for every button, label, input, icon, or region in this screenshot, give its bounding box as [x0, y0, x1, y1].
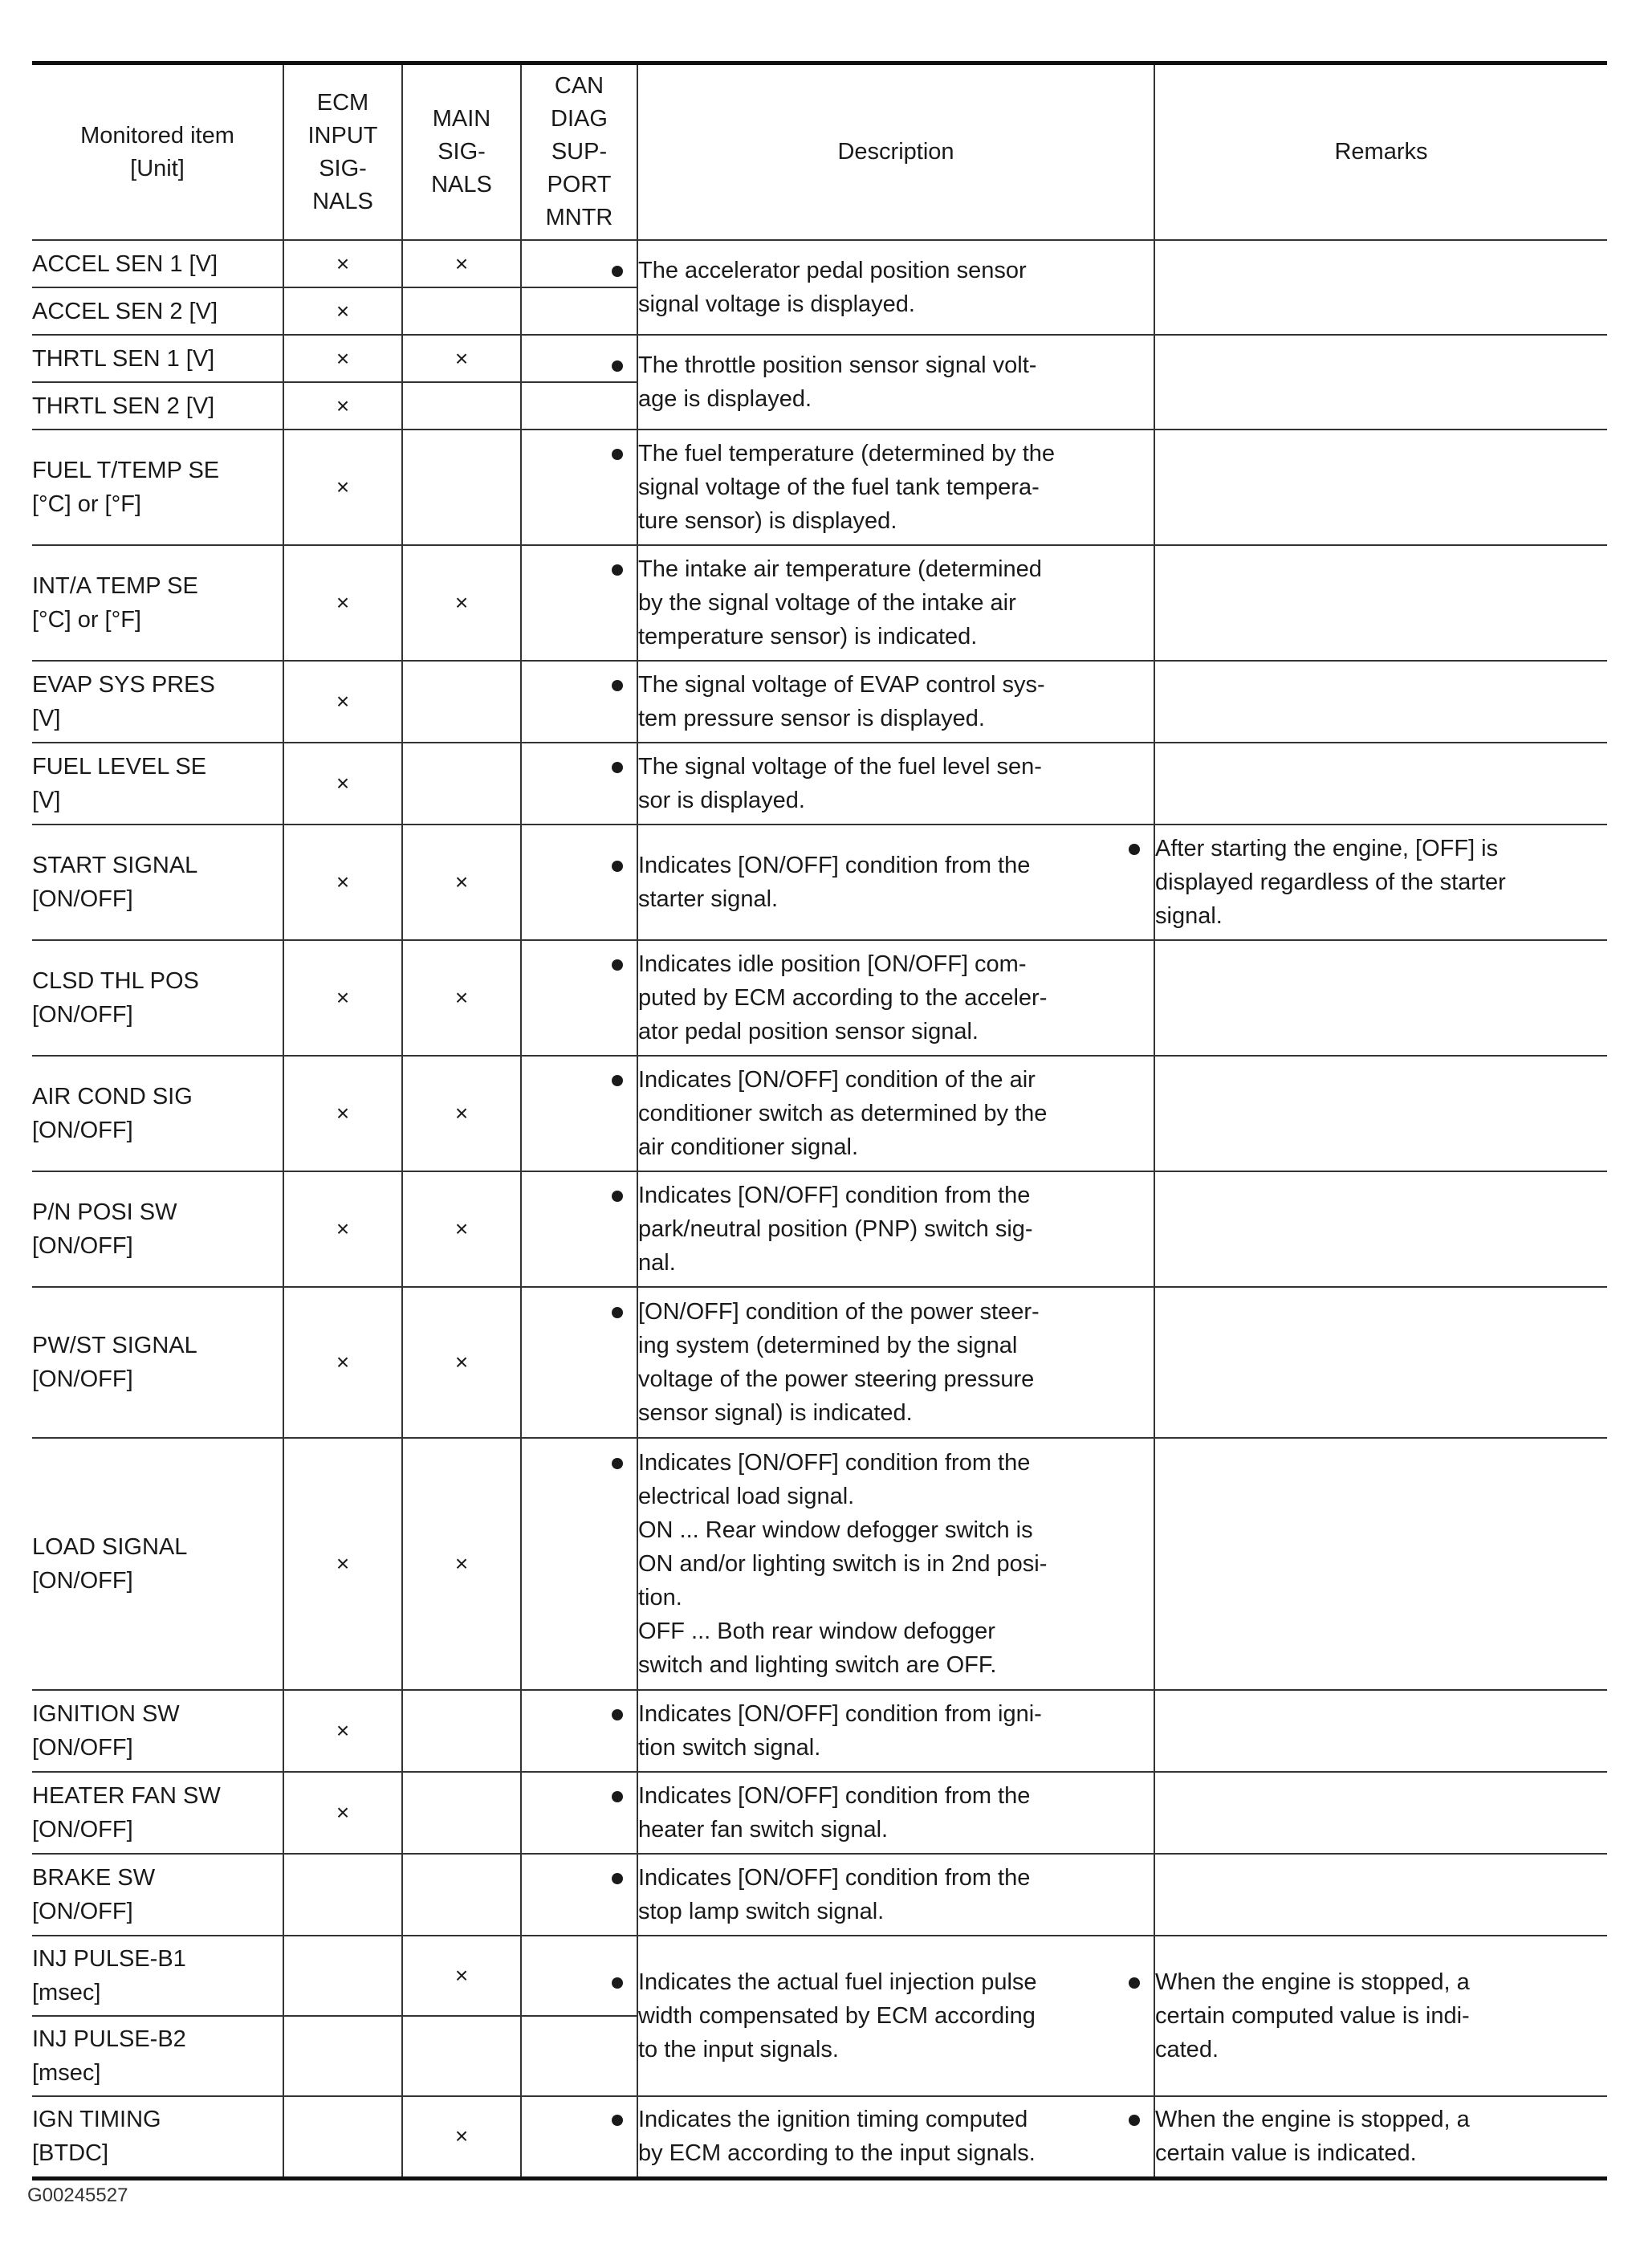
ecm-input-mark-cell [283, 940, 402, 1056]
text-line: IGNITION SW [32, 1701, 180, 1727]
remarks-cell [1154, 1171, 1607, 1287]
description-cell [637, 825, 1154, 940]
text-line: P/N POSI SW [32, 1199, 177, 1225]
can-diag-mark-cell [521, 1438, 637, 1690]
text-line: [V] [32, 788, 61, 813]
description-cell [637, 661, 1154, 743]
can-diag-mark-cell [521, 1056, 637, 1171]
ecm-input-mark-cell [283, 430, 402, 545]
check-mark: × [336, 474, 350, 499]
text-line: [ON/OFF] [32, 1899, 133, 1924]
bullet-item [638, 1697, 1154, 1765]
description-cell [637, 335, 1154, 430]
text-line: MNTR [545, 205, 613, 230]
remarks-cell [1154, 430, 1607, 545]
bullet-item [638, 750, 1154, 817]
text-line: [Unit] [130, 155, 185, 181]
remarks-cell [1154, 661, 1607, 743]
ecm-input-mark-cell [283, 825, 402, 940]
text-line: signal. [1155, 903, 1223, 929]
monitored-item-cell [32, 2016, 283, 2096]
text-line: ECM [316, 89, 369, 116]
table-row [32, 545, 1607, 661]
text-line: voltage of the power steering pressure [638, 1366, 1035, 1392]
remarks-cell [1154, 545, 1607, 661]
text-line: signal voltage is displayed. [638, 291, 915, 317]
ecm-input-mark-cell [283, 240, 402, 287]
remarks-cell [1154, 743, 1607, 825]
main-signal-mark-cell [402, 743, 521, 825]
text-line: nal. [638, 1250, 676, 1276]
text-line: THRTL SEN 1 [V] [32, 345, 215, 372]
monitored-item-cell [32, 240, 283, 287]
table-row [32, 240, 1607, 287]
table-body [32, 240, 1607, 2178]
text-line: PW/ST SIGNAL [32, 1333, 197, 1358]
text-line: The signal voltage of EVAP control sys- [638, 672, 1045, 698]
main-signal-mark-cell [402, 545, 521, 661]
text-line: cated. [1155, 2037, 1219, 2062]
text-line: tion. [638, 1585, 682, 1610]
monitored-item-cell [32, 1936, 283, 2016]
text-line: heater fan switch signal. [638, 1817, 889, 1842]
text-line: displayed regardless of the starter [1155, 869, 1506, 895]
ecm-input-mark-cell [283, 661, 402, 743]
monitored-item-cell [32, 1772, 283, 1854]
check-mark: × [336, 771, 350, 796]
text-line: Indicates idle position [ON/OFF] com- [638, 951, 1027, 977]
ecm-input-mark-cell [283, 1287, 402, 1438]
main-signal-mark-cell [402, 940, 521, 1056]
ecm-input-mark-cell [283, 1056, 402, 1171]
text-line: After starting the engine, [OFF] is [1155, 836, 1499, 861]
can-diag-mark-cell [521, 287, 637, 335]
table-row [32, 743, 1607, 825]
text-line: ON and/or lighting switch is in 2nd posi- [638, 1551, 1048, 1577]
text-line: EVAP SYS PRES [32, 672, 215, 698]
text-line: starter signal. [638, 886, 779, 912]
check-mark: × [454, 590, 469, 615]
bullet-item [638, 1861, 1154, 1928]
monitored-item-cell [32, 430, 283, 545]
main-signal-mark-cell [402, 1772, 521, 1854]
main-signal-mark-cell [402, 1854, 521, 1936]
text-line: certain value is indicated. [1155, 2140, 1417, 2167]
ecm-input-mark-cell [283, 1171, 402, 1287]
monitored-item-cell [32, 825, 283, 940]
text-line: switch and lighting switch are OFF. [638, 1652, 997, 1678]
check-mark: × [454, 2123, 469, 2149]
header-monitored-item [32, 63, 283, 241]
text-line: puted by ECM according to the acceler- [638, 985, 1048, 1011]
main-signal-mark-cell [402, 1690, 521, 1772]
description-cell [637, 2096, 1154, 2178]
bullet-item [638, 437, 1154, 538]
text-line: [ON/OFF] condition of the power steer- [638, 1299, 1040, 1325]
text-line: Indicates [ON/OFF] condition from the [638, 1865, 1031, 1891]
text-line: The accelerator pedal position sensor [638, 258, 1027, 283]
text-line: START SIGNAL [32, 853, 198, 878]
main-signal-mark-cell [402, 1171, 521, 1287]
description-cell [637, 1056, 1154, 1171]
remarks-cell [1154, 1056, 1607, 1171]
check-mark: × [336, 590, 350, 615]
header-remarks [1154, 63, 1607, 241]
ecm-input-mark-cell [283, 545, 402, 661]
monitored-item-cell [32, 1171, 283, 1287]
text-line: The signal voltage of the fuel level sen- [638, 754, 1042, 780]
text-line: age is displayed. [638, 386, 812, 412]
description-cell [637, 1936, 1154, 2096]
description-cell [637, 430, 1154, 545]
header-can-diag-support-mntr [521, 63, 637, 241]
description-cell [637, 1772, 1154, 1854]
text-line: sor is displayed. [638, 788, 805, 813]
check-mark: × [454, 250, 469, 276]
description-cell [637, 940, 1154, 1056]
text-line: ACCEL SEN 1 [V] [32, 250, 218, 277]
bullet-item [638, 1446, 1154, 1682]
text-line: [BTDC] [32, 2140, 109, 2167]
header-ecm-input-signals [283, 63, 402, 241]
can-diag-mark-cell [521, 430, 637, 545]
text-line: [msec] [32, 2060, 101, 2086]
text-line: tion switch signal. [638, 1735, 821, 1761]
text-line: HEATER FAN SW [32, 1783, 221, 1809]
table-row [32, 1056, 1607, 1171]
check-mark: × [336, 869, 350, 894]
table-row [32, 1690, 1607, 1772]
text-line: [ON/OFF] [32, 1735, 133, 1761]
text-line: Monitored item [80, 122, 234, 149]
monitored-item-cell [32, 1056, 283, 1171]
check-mark: × [336, 345, 350, 371]
text-line: BRAKE SW [32, 1865, 156, 1891]
check-mark: × [336, 1718, 350, 1743]
bullet-item [638, 254, 1154, 321]
main-signal-mark-cell [402, 240, 521, 287]
text-line: conditioner switch as determined by the [638, 1101, 1048, 1126]
can-diag-mark-cell [521, 1772, 637, 1854]
main-signal-mark-cell [402, 430, 521, 545]
main-signal-mark-cell [402, 335, 521, 382]
remarks-cell [1154, 1438, 1607, 1690]
header-description [637, 63, 1154, 241]
text-line: [V] [32, 706, 61, 731]
text-line: SUP- [551, 139, 608, 165]
ecm-input-mark-cell [283, 1936, 402, 2016]
text-line: ture sensor) is displayed. [638, 508, 897, 534]
text-line: When the engine is stopped, a [1155, 2107, 1470, 2133]
remarks-cell [1154, 1287, 1607, 1438]
figure-code: G00245527 [27, 2185, 128, 2206]
text-line: Indicates [ON/OFF] condition from the [638, 1783, 1031, 1809]
text-line: Description [837, 139, 954, 165]
ecm-input-mark-cell [283, 382, 402, 430]
check-mark: × [336, 298, 350, 324]
table-row [32, 825, 1607, 940]
text-line: Remarks [1334, 139, 1428, 165]
description-cell [637, 1287, 1154, 1438]
text-line: [ON/OFF] [32, 1568, 133, 1594]
text-line: MAIN [432, 106, 491, 132]
main-signal-mark-cell [402, 1056, 521, 1171]
text-line: [ON/OFF] [32, 1118, 133, 1143]
text-line: When the engine is stopped, a [1155, 1969, 1470, 1995]
ecm-input-mark-cell [283, 743, 402, 825]
ecm-input-mark-cell [283, 2016, 402, 2096]
table-row [32, 1171, 1607, 1287]
monitored-item-cell [32, 1438, 283, 1690]
text-line: SIG- [437, 139, 486, 165]
text-line: The fuel temperature (determined by the [638, 441, 1056, 466]
remarks-cell [1154, 2096, 1607, 2178]
can-diag-mark-cell [521, 2096, 637, 2178]
bullet-item [638, 1063, 1154, 1164]
text-line: The intake air temperature (determined [638, 556, 1042, 582]
text-line: stop lamp switch signal. [638, 1899, 885, 1924]
text-line: ON ... Rear window defogger switch is [638, 1517, 1033, 1543]
text-line: INJ PULSE-B1 [32, 1946, 186, 1972]
check-mark: × [336, 1101, 350, 1126]
text-line: [msec] [32, 1980, 101, 2005]
check-mark: × [336, 1216, 350, 1241]
check-mark: × [454, 1101, 469, 1126]
monitored-item-cell [32, 545, 283, 661]
check-mark: × [336, 689, 350, 714]
text-line: [ON/OFF] [32, 1233, 133, 1259]
remarks-cell [1154, 1690, 1607, 1772]
text-line: CAN [554, 73, 604, 99]
text-line: ACCEL SEN 2 [V] [32, 298, 218, 324]
ecm-input-mark-cell [283, 1854, 402, 1936]
table-row [32, 1772, 1607, 1854]
ecm-input-mark-cell [283, 2096, 402, 2178]
text-line: THRTL SEN 2 [V] [32, 393, 215, 419]
text-line: Indicates [ON/OFF] condition of the air [638, 1067, 1036, 1093]
can-diag-mark-cell [521, 743, 637, 825]
text-line: OFF ... Both rear window defogger [638, 1619, 995, 1644]
can-diag-mark-cell [521, 825, 637, 940]
remarks-cell [1154, 240, 1607, 335]
bullet-item [638, 947, 1154, 1048]
table-row [32, 2096, 1607, 2178]
text-line: air conditioner signal. [638, 1134, 859, 1160]
description-cell [637, 743, 1154, 825]
description-cell [637, 1171, 1154, 1287]
text-line: sensor signal) is indicated. [638, 1400, 913, 1426]
text-line: IGN TIMING [32, 2107, 161, 2133]
description-cell [637, 240, 1154, 335]
can-diag-mark-cell [521, 1936, 637, 2016]
text-line: tem pressure sensor is displayed. [638, 706, 985, 731]
monitored-item-cell [32, 743, 283, 825]
table-row [32, 335, 1607, 382]
check-mark: × [454, 345, 469, 371]
check-mark: × [454, 1963, 469, 1988]
text-line: by ECM according to the input signals. [638, 2140, 1036, 2167]
text-line: ator pedal position sensor signal. [638, 1019, 979, 1044]
text-line: NALS [431, 172, 492, 197]
text-line: width compensated by ECM according [638, 2003, 1036, 2029]
text-line: INJ PULSE-B2 [32, 2026, 186, 2052]
table-row [32, 1854, 1607, 1936]
can-diag-mark-cell [521, 545, 637, 661]
remarks-cell [1154, 1936, 1607, 2096]
description-cell [637, 1854, 1154, 1936]
text-line: Indicates [ON/OFF] condition from the [638, 1183, 1031, 1208]
main-signal-mark-cell [402, 1287, 521, 1438]
ecm-input-mark-cell [283, 287, 402, 335]
text-line: DIAG [551, 106, 608, 132]
monitored-items-table [32, 61, 1607, 2180]
text-line: NALS [312, 188, 373, 214]
table-row [32, 940, 1607, 1056]
check-mark: × [454, 1216, 469, 1241]
table-row [32, 1438, 1607, 1690]
main-signal-mark-cell [402, 1936, 521, 2016]
monitored-item-cell [32, 1854, 283, 1936]
text-line: by the signal voltage of the intake air [638, 590, 1016, 616]
main-signal-mark-cell [402, 825, 521, 940]
check-mark: × [454, 1350, 469, 1374]
bullet-item [1155, 1965, 1607, 2066]
can-diag-mark-cell [521, 661, 637, 743]
bullet-item [638, 1295, 1154, 1430]
text-line: ing system (determined by the signal [638, 1333, 1018, 1358]
remarks-cell [1154, 335, 1607, 430]
can-diag-mark-cell [521, 1171, 637, 1287]
text-line: Indicates [ON/OFF] condition from the [638, 853, 1031, 878]
text-line: SIG- [319, 155, 367, 181]
can-diag-mark-cell [521, 382, 637, 430]
can-diag-mark-cell [521, 1690, 637, 1772]
check-mark: × [454, 1551, 469, 1576]
monitored-item-cell [32, 2096, 283, 2178]
table-row [32, 430, 1607, 545]
table-row [32, 1936, 1607, 2016]
monitored-item-cell [32, 940, 283, 1056]
check-mark: × [336, 985, 350, 1010]
can-diag-mark-cell [521, 940, 637, 1056]
text-line: electrical load signal. [638, 1484, 855, 1509]
monitored-item-cell [32, 1690, 283, 1772]
text-line: INT/A TEMP SE [32, 573, 198, 599]
check-mark: × [336, 1350, 350, 1374]
can-diag-mark-cell [521, 335, 637, 382]
ecm-input-mark-cell [283, 335, 402, 382]
bullet-item [638, 552, 1154, 654]
check-mark: × [336, 1800, 350, 1825]
text-line: [ON/OFF] [32, 1366, 133, 1392]
monitored-item-cell [32, 287, 283, 335]
ecm-input-mark-cell [283, 1438, 402, 1690]
main-signal-mark-cell [402, 2096, 521, 2178]
bullet-item [638, 668, 1154, 735]
table-row [32, 1287, 1607, 1438]
can-diag-mark-cell [521, 1854, 637, 1936]
text-line: [ON/OFF] [32, 886, 133, 912]
remarks-cell [1154, 940, 1607, 1056]
ecm-input-mark-cell [283, 1772, 402, 1854]
can-diag-mark-cell [521, 2016, 637, 2096]
text-line: temperature sensor) is indicated. [638, 624, 978, 649]
bullet-item [1155, 2103, 1607, 2170]
bullet-item [638, 849, 1154, 916]
text-line: park/neutral position (PNP) switch sig- [638, 1216, 1033, 1242]
monitored-item-cell [32, 335, 283, 382]
text-line: [ON/OFF] [32, 1002, 133, 1028]
description-cell [637, 1438, 1154, 1690]
text-line: certain computed value is indi- [1155, 2003, 1470, 2029]
table-header-row [32, 63, 1607, 241]
check-mark: × [336, 250, 350, 276]
text-line: Indicates [ON/OFF] condition from the [638, 1450, 1031, 1476]
header-main-signals [402, 63, 521, 241]
text-line: FUEL T/TEMP SE [32, 458, 220, 483]
table-row [32, 661, 1607, 743]
text-line: LOAD SIGNAL [32, 1534, 188, 1560]
bullet-item [638, 348, 1154, 416]
check-mark: × [454, 985, 469, 1010]
text-line: [°C] or [°F] [32, 607, 141, 633]
text-line: Indicates [ON/OFF] condition from igni- [638, 1701, 1042, 1727]
text-line: Indicates the actual fuel injection pulse [638, 1969, 1037, 1995]
monitor-item-sheet [32, 61, 1607, 2180]
monitored-item-cell [32, 382, 283, 430]
main-signal-mark-cell [402, 2016, 521, 2096]
bullet-item [638, 1779, 1154, 1847]
text-line: to the input signals. [638, 2037, 839, 2062]
ecm-input-mark-cell [283, 1690, 402, 1772]
text-line: CLSD THL POS [32, 968, 199, 994]
monitored-item-cell [32, 661, 283, 743]
text-line: AIR COND SIG [32, 1084, 193, 1110]
text-line: FUEL LEVEL SE [32, 754, 207, 780]
monitored-item-cell [32, 1287, 283, 1438]
bullet-item [1155, 832, 1607, 933]
text-line: [ON/OFF] [32, 1817, 133, 1842]
text-line: INPUT [307, 122, 378, 149]
text-line: signal voltage of the fuel tank tempera- [638, 474, 1040, 500]
check-mark: × [336, 393, 350, 418]
main-signal-mark-cell [402, 287, 521, 335]
remarks-cell [1154, 1854, 1607, 1936]
bullet-item [638, 1965, 1154, 2066]
text-line: [°C] or [°F] [32, 491, 141, 517]
text-line: PORT [547, 172, 612, 197]
description-cell [637, 545, 1154, 661]
text-line: The throttle position sensor signal volt- [638, 352, 1037, 378]
can-diag-mark-cell [521, 240, 637, 287]
check-mark: × [336, 1551, 350, 1576]
remarks-cell [1154, 825, 1607, 940]
bullet-item [638, 2103, 1154, 2170]
main-signal-mark-cell [402, 382, 521, 430]
check-mark: × [454, 869, 469, 894]
main-signal-mark-cell [402, 1438, 521, 1690]
text-line: Indicates the ignition timing computed [638, 2107, 1028, 2133]
bullet-item [638, 1179, 1154, 1280]
remarks-cell [1154, 1772, 1607, 1854]
main-signal-mark-cell [402, 661, 521, 743]
description-cell [637, 1690, 1154, 1772]
